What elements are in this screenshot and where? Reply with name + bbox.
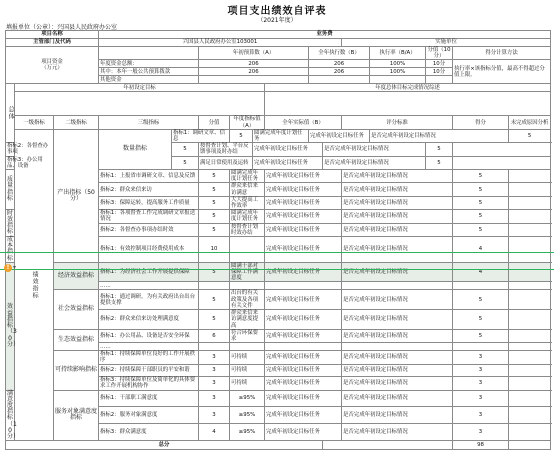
actual-cell[interactable]	[265, 282, 342, 290]
sub-service: 服务对象满意度指标	[54, 390, 99, 441]
reason-cell[interactable]	[509, 424, 551, 441]
goal-planned-header: 年初设定目标	[15, 84, 265, 92]
got-cell[interactable]: 4	[453, 262, 509, 282]
standard-cell[interactable]: 是否完成年初设定目标情况	[342, 329, 453, 342]
impl-unit-label: 实施单位	[342, 39, 551, 47]
standard-cell[interactable]: 是否完成年初设定目标情况	[342, 237, 453, 263]
indicator-cell[interactable]: 指标2：各督查办事项办结时效	[99, 223, 199, 236]
reason-cell[interactable]	[509, 210, 551, 223]
target-cell[interactable]	[230, 343, 265, 351]
reason-cell[interactable]	[509, 329, 551, 342]
got-cell[interactable]: 5	[426, 143, 453, 156]
funds-col-score: 分值（10分）	[427, 47, 451, 60]
reason-cell[interactable]	[509, 407, 551, 424]
indicator-cell[interactable]: 指标1：干部职工满意度	[99, 390, 199, 407]
target-cell[interactable]: 可持续	[230, 376, 265, 390]
actual-cell[interactable]: 完成年初设定目标任务	[265, 364, 342, 376]
reason-cell[interactable]	[453, 143, 551, 156]
annual-goal-label: 总体	[6, 84, 15, 143]
target-cell[interactable]: 按督查计划、平台反馈事项及时办结	[199, 143, 253, 156]
standard-cell[interactable]: 是否完成年初设定目标情况	[342, 407, 453, 424]
target-cell[interactable]: 可持续	[230, 351, 265, 364]
score-cell[interactable]: 5	[199, 170, 230, 183]
score-cell[interactable]	[199, 343, 230, 351]
score-method: 执行率×该指标分值，最高不得超过分值上限。	[453, 60, 551, 84]
indicator-cell[interactable]: 指标2：服务对象满意度	[99, 407, 199, 424]
total-rate: 100%	[370, 60, 426, 68]
target-cell[interactable]: 圆满完成年度计划任务	[230, 170, 265, 183]
standard-cell[interactable]: 是否完成年初设定目标情况	[342, 376, 453, 390]
col-level2: 二级指标	[54, 116, 99, 129]
indicator-cell[interactable]: 指标2：各督查办事项	[6, 143, 54, 156]
target-cell[interactable]: ≥95%	[230, 424, 265, 441]
score-cell[interactable]: 5	[199, 183, 230, 196]
reason-cell[interactable]	[509, 183, 551, 196]
sub-quantity: 数量指标	[99, 129, 172, 169]
sub-sustainable: 可持续影响指标	[54, 351, 99, 390]
goal-actual-header: 年度总体目标完成情况综述	[265, 84, 551, 92]
indicator-cell[interactable]: 指标2：群众来信来访	[99, 183, 199, 196]
reason-cell[interactable]	[509, 310, 551, 330]
reason-cell[interactable]	[509, 223, 551, 236]
target-cell[interactable]: ≥95%	[230, 407, 265, 424]
got-cell[interactable]: 5	[453, 329, 509, 342]
actual-cell[interactable]: 完成年初设定目标任务	[265, 237, 342, 263]
total-funds-label: 年度资金总额：	[99, 60, 199, 68]
target-cell[interactable]	[230, 237, 265, 263]
fiscal-actual: 206	[309, 68, 370, 76]
actual-cell[interactable]: 完成年初设定目标任务	[265, 262, 342, 282]
reason-cell[interactable]	[509, 364, 551, 376]
actual-cell[interactable]: 完成年初设定目标任务	[265, 424, 342, 441]
actual-cell[interactable]: 完成年初设定目标任务	[265, 170, 342, 183]
target-cell[interactable]: 圆满干部对保障工作满意度	[230, 262, 265, 282]
target-cell[interactable]: 群众来信来访满意度提高	[230, 310, 265, 330]
col-actual: 全年实际值（B）	[265, 116, 342, 129]
indicator-cell[interactable]: ……	[99, 343, 199, 351]
score-cell[interactable]: 5	[199, 290, 230, 310]
target-cell[interactable]	[230, 282, 265, 290]
indicator-cell[interactable]: ……	[99, 282, 199, 290]
project-name-label: 项目名称	[6, 31, 99, 39]
target-cell[interactable]: ≥95%	[230, 390, 265, 407]
actual-cell[interactable]: 完成年初设定目标任务	[309, 129, 370, 142]
funds-col-budget: 年初预算数（A）	[199, 47, 309, 60]
indicator-cell[interactable]: 指标3：办公用品、设备	[6, 156, 54, 169]
fiscal-rate: 100%	[370, 68, 426, 76]
col-got: 得分	[453, 116, 509, 129]
actual-cell[interactable]: 完成年初设定目标任务	[265, 390, 342, 407]
indicator-cell[interactable]: 指标1：有效控制项目经费使用成本	[99, 237, 199, 263]
funds-col-method: 得分计算方法	[453, 47, 551, 60]
col-score: 分值	[199, 116, 230, 129]
target-cell[interactable]: 圆满完成年度计划任务	[253, 129, 309, 142]
got-cell[interactable]: 5	[453, 223, 509, 236]
actual-cell[interactable]: 完成年初设定目标任务	[265, 351, 342, 364]
standard-cell[interactable]: 是否完成年初设定目标情况	[342, 183, 453, 196]
actual-cell[interactable]: 完成年初设定目标任务	[253, 143, 323, 156]
chevron-down-icon[interactable]: ▾	[13, 264, 17, 271]
col-level3: 三级指标	[99, 116, 199, 129]
funds-col-blank	[99, 47, 199, 60]
reason-cell[interactable]	[509, 262, 551, 282]
target-cell[interactable]: 按督查计划时效办结	[230, 223, 265, 236]
indicator-cell[interactable]: 指标1：上报省市调研文章、信息及反馈	[99, 170, 199, 183]
fiscal-budget: 206	[199, 68, 309, 76]
dept-value: 兴国县人民政府办公室103001	[99, 39, 342, 47]
score-cell[interactable]: 3	[199, 390, 230, 407]
indicator-cell[interactable]: 指标3：保障运转，提高服务工作质量	[99, 196, 199, 209]
total-score-label: 总分	[6, 441, 323, 450]
target-cell[interactable]: 满足日常使用及运转	[199, 156, 253, 169]
reporting-unit: 填报单位（公章）：兴国县人民政府办公室	[6, 24, 118, 31]
score-cell[interactable]: 5	[199, 262, 230, 282]
actual-cell[interactable]: 完成年初设定目标任务	[265, 210, 342, 223]
score-cell[interactable]: 5	[230, 129, 253, 142]
project-name-value: 业务费	[99, 31, 551, 39]
score-cell[interactable]: 5	[199, 196, 230, 209]
other-funds-label: 其他资金	[99, 76, 199, 84]
total-actual: 206	[309, 60, 370, 68]
target-cell[interactable]: 圆满完成年度计划任务	[230, 210, 265, 223]
standard-cell[interactable]	[342, 343, 453, 351]
total-score: 10分	[426, 60, 453, 68]
standard-cell[interactable]	[342, 282, 453, 290]
funds-col-actual: 全年执行数（B）	[309, 47, 370, 60]
col-reason: 未完成原因分析	[509, 116, 551, 129]
standard-cell[interactable]: 是否完成年初设定目标情况	[342, 390, 453, 407]
score-cell[interactable]: 6	[199, 329, 230, 342]
indicator-cell[interactable]: 指标1：通过调研，为有关政府出台出台提供支撑	[99, 290, 199, 310]
got-cell[interactable]: 5	[509, 129, 551, 142]
sub-economic: 经济效益指标	[54, 262, 99, 290]
score-cell[interactable]: 5	[199, 223, 230, 236]
reason-cell[interactable]	[509, 290, 551, 310]
reason-cell[interactable]	[509, 390, 551, 407]
reason-cell[interactable]	[509, 282, 551, 290]
got-cell[interactable]: 3	[453, 364, 509, 376]
got-cell[interactable]	[453, 282, 509, 290]
standard-cell[interactable]: 是否完成年初设定目标情况	[342, 364, 453, 376]
sub-timeliness: 时效指标	[7, 209, 14, 236]
indicator-cell[interactable]: 指标3：群众满意度	[99, 424, 199, 441]
actual-cell[interactable]: 完成年初设定目标任务	[265, 376, 342, 390]
got-cell[interactable]: 5	[453, 290, 509, 310]
got-cell[interactable]: 3	[453, 424, 509, 441]
actual-cell[interactable]: 完成年初设定目标任务	[265, 290, 342, 310]
reason-cell[interactable]	[453, 156, 551, 169]
sub-cost: 成本指标	[7, 236, 14, 262]
target-cell[interactable]: 群众来信来访满意	[230, 183, 265, 196]
col-standard: 评分标准	[342, 116, 453, 129]
standard-cell[interactable]: 是否完成年初设定目标情况	[323, 156, 426, 169]
score-cell[interactable]: 5	[199, 210, 230, 223]
reason-cell[interactable]	[509, 343, 551, 351]
standard-cell[interactable]: 是否完成年初设定目标情况	[342, 262, 453, 282]
indicator-cell[interactable]: 指标1：各项督查工作完成调研文章报送情况	[99, 210, 199, 223]
target-cell[interactable]: 可持续	[230, 364, 265, 376]
score-cell[interactable]: 3	[199, 351, 230, 364]
standard-cell[interactable]: 是否完成年初设定目标情况	[342, 424, 453, 441]
got-cell[interactable]: 3	[453, 407, 509, 424]
reason-cell[interactable]	[509, 237, 551, 263]
total-budget: 206	[199, 60, 309, 68]
score-cell[interactable]: 5	[199, 310, 230, 330]
target-cell[interactable]: 符合环保要求	[230, 329, 265, 342]
indicator-cell[interactable]: 指标2：群众来信来访处理满意度	[99, 310, 199, 330]
performance-indicator-label: 绩效指标	[15, 129, 54, 440]
got-cell[interactable]: 5	[426, 156, 453, 169]
score-cell[interactable]	[199, 282, 230, 290]
standard-cell[interactable]: 是否完成年初设定目标情况	[370, 129, 509, 142]
funds-col-rate: 执行率（B/A）	[370, 47, 426, 60]
indicator-cell[interactable]: 指标1：为经济社会工作开展提供保障	[99, 262, 199, 282]
indicator-cell[interactable]: 指标2：持续保障干部职员的平安和谐	[99, 364, 199, 376]
indicator-cell[interactable]: 指标1：调研文章、信息	[172, 129, 230, 142]
score-cell[interactable]: 3	[199, 364, 230, 376]
standard-cell[interactable]: 是否完成年初设定目标情况	[342, 290, 453, 310]
got-cell[interactable]: 5	[453, 310, 509, 330]
reason-cell[interactable]	[509, 196, 551, 209]
got-cell[interactable]: 3	[453, 376, 509, 390]
actual-cell[interactable]: 完成年初设定目标任务	[265, 223, 342, 236]
got-cell[interactable]: 4	[453, 237, 509, 263]
got-cell[interactable]: 5	[453, 196, 509, 209]
actual-cell[interactable]: 完成年初设定目标任务	[265, 329, 342, 342]
score-cell[interactable]: 5	[172, 156, 199, 169]
score-cell[interactable]: 10	[199, 237, 230, 263]
funds-label: 项目资金 （万元）	[6, 47, 99, 84]
sub-quality: 质量指标	[6, 170, 15, 210]
score-cell[interactable]: 3	[199, 407, 230, 424]
actual-cell[interactable]: 完成年初设定目标任务	[265, 310, 342, 330]
standard-cell[interactable]: 是否完成年初设定目标情况	[342, 310, 453, 330]
standard-cell[interactable]: 是否完成年初设定目标情况	[323, 143, 426, 156]
got-cell[interactable]	[453, 343, 509, 351]
got-cell[interactable]: 5	[453, 210, 509, 223]
standard-cell[interactable]: 是否完成年初设定目标情况	[342, 170, 453, 183]
indicator-cell[interactable]: 指标1：持续保障单位良好的工作开展秩序	[99, 351, 199, 364]
performance-table	[5, 30, 551, 450]
col-target: 年度指标值（A）	[230, 116, 265, 129]
total-score-value: 98	[453, 441, 509, 450]
got-cell[interactable]: 3	[453, 390, 509, 407]
indicator-cell[interactable]: 指标1：办公用品、设备是否安全环保	[99, 329, 199, 342]
score-cell[interactable]: 3	[199, 376, 230, 390]
got-cell[interactable]: 5	[453, 183, 509, 196]
reason-cell[interactable]	[509, 170, 551, 183]
sheet-year: （2021年度）	[257, 17, 297, 24]
target-cell[interactable]: 大大提高工作效率	[230, 196, 265, 209]
warning-icon[interactable]: !	[4, 264, 12, 272]
fiscal-score: 10分	[426, 68, 453, 76]
score-cell[interactable]: 5	[172, 143, 199, 156]
actual-cell[interactable]: 完成年初设定目标任务	[265, 196, 342, 209]
sub-ecological: 生态效益指标	[54, 329, 99, 350]
col-level1: 一级指标	[15, 116, 54, 129]
actual-cell[interactable]: 完成年初设定目标任务	[265, 407, 342, 424]
dept-label: 主管部门及代码	[6, 39, 99, 47]
standard-cell[interactable]: 是否完成年初设定目标情况	[342, 223, 453, 236]
group-effect: 效益指标（30分）	[6, 262, 15, 390]
target-cell[interactable]: 出台的有关政策及各项有关文件	[230, 290, 265, 310]
sub-social: 社会效益指标	[54, 290, 99, 329]
fiscal-funds-label: 其中：本年一般公共预算拨款	[99, 68, 199, 76]
sheet-title: 项目支出绩效自评表	[227, 6, 327, 17]
actual-cell[interactable]: 完成年初设定目标任务	[253, 156, 323, 169]
standard-cell[interactable]: 是否完成年初设定目标情况	[342, 210, 453, 223]
group-satisfaction: 满意度指标（10分）	[7, 389, 20, 440]
standard-cell[interactable]: 是否完成年初设定目标情况	[342, 351, 453, 364]
standard-cell[interactable]: 是否完成年初设定目标情况	[342, 196, 453, 209]
actual-cell[interactable]	[265, 343, 342, 351]
got-cell[interactable]: 5	[453, 170, 509, 183]
reason-cell[interactable]	[509, 351, 551, 364]
actual-cell[interactable]: 完成年初设定目标任务	[265, 183, 342, 196]
score-cell[interactable]: 4	[199, 424, 230, 441]
reason-cell[interactable]	[509, 376, 551, 390]
got-cell[interactable]: 3	[453, 351, 509, 364]
indicator-cell[interactable]: 指标3：持续保障单位及简单化的具体要求工作开展机构协作	[99, 376, 199, 390]
group-output: 产出指标（50分）	[54, 129, 99, 262]
